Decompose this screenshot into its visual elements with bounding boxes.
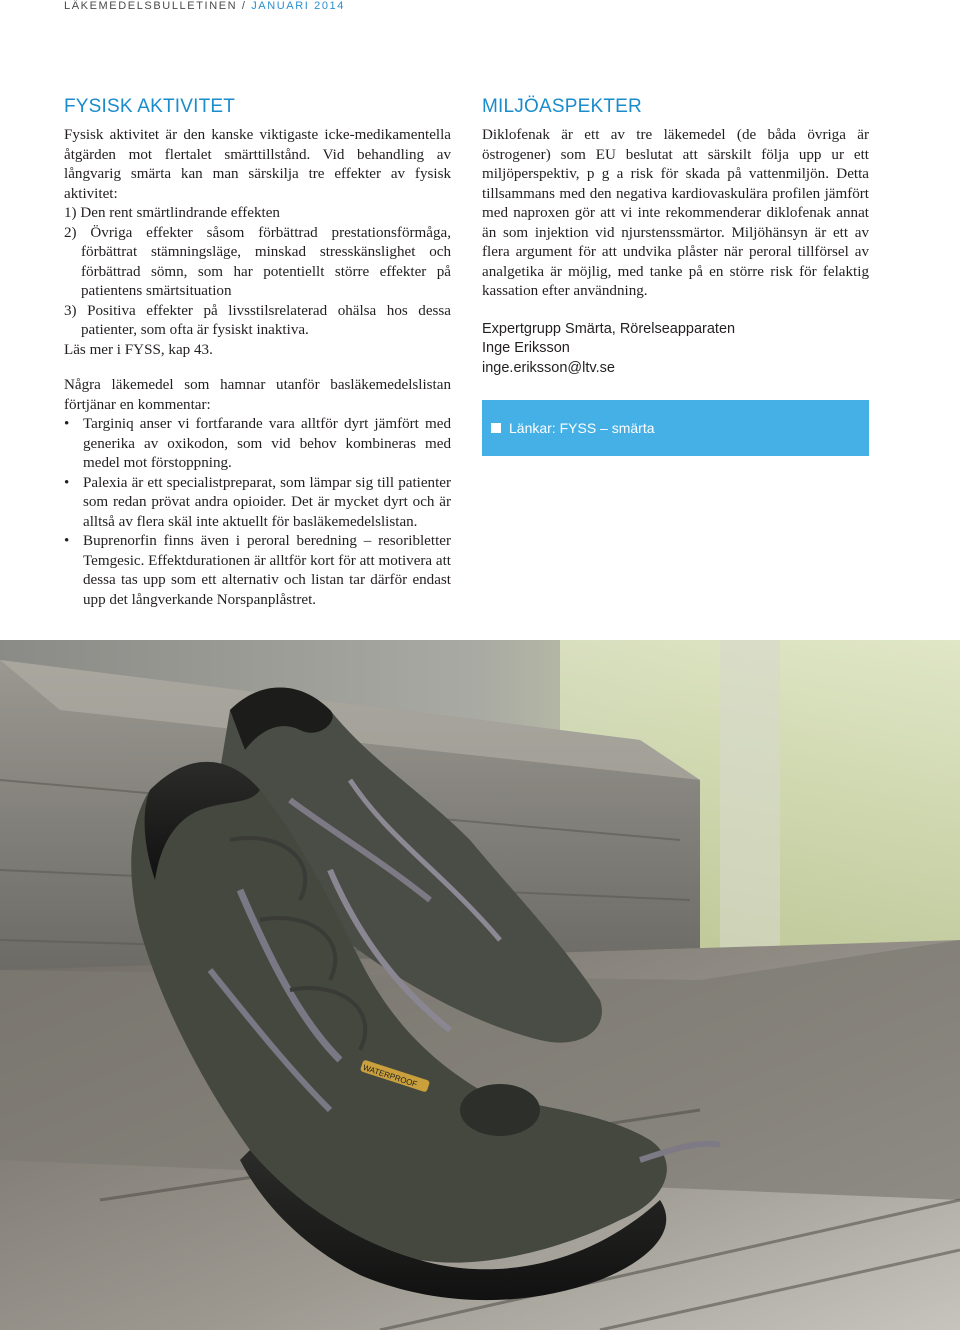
section-title-miljoaspekter: MILJÖASPEKTER: [482, 96, 642, 117]
section-title-fysisk-aktivitet: FYSISK AKTIVITET: [64, 96, 236, 117]
medication-intro-paragraph: Några läkemedel som hamnar utanför basläkemedelslistan förtjänar en kommentar:: [64, 377, 451, 413]
bullet-icon: •: [64, 474, 70, 491]
contact-name: Inge Eriksson: [482, 340, 570, 356]
effect-item-3: 3) Positiva effekter på livsstilsrelaterad ohälsa hos dessa patienter, som ofta är fysiskt inaktiva.: [64, 302, 451, 338]
shoe-brand-label: WATERPROOF: [361, 1062, 419, 1089]
environment-paragraph: Diklofenak är ett av tre läkemedel (de båda övriga är östrogener) som EU beslutat att särskilt följa upp ur ett miljöperspektiv, p g a risk för skada på vattenmiljön. Detta tillsammans med den negativa kardiovaskulära profilen jämfört med naproxen gör att vi inte rekommenderar diklofenak annat än som injektion vid njurstenssmärtor. Miljöhänsyn är ett av flera argument för att undvika plåster när peroral tillförsel av analgetika är möjlig, med tanke på en större risk för felaktig kassation efter användning.: [482, 127, 869, 299]
links-box[interactable]: [482, 400, 869, 456]
publication-name: LÄKEMEDELSBULLETINEN: [64, 0, 238, 12]
list-item: • Targiniq anser vi fortfarande vara alltför dyrt jämfört med generika av oxikodon, som vid behov kombineras med medel mot förstoppning.: [64, 416, 451, 471]
read-more-reference: Läs mer i FYSS, kap 43.: [64, 341, 213, 358]
running-head: [64, 0, 345, 12]
list-item: • Buprenorfin finns även i peroral beredning – resoribletter Temgesic. Effektdurationen är alltför kort för att motivera att dessa tas upp som ett alternativ och listan tar därför endast upp det långverkande Norspanplåstret.: [64, 533, 451, 608]
effect-item-2: 2) Övriga effekter såsom förbättrad prestationsförmåga, förbättrat stämningsläge, minskad stresskänslighet och förbättrad sömn, som har potentiellt större effekter på patientens smärtsituation: [64, 224, 451, 299]
intro-paragraph: Fysisk aktivitet är den kanske viktigaste icke-medikamentella åtgärden mot flertalet smärttillstånd. Vid behandling av långvarig smärta kan man särskilja tre effekter av fysisk aktivitet:: [64, 127, 451, 202]
square-bullet-icon: [491, 423, 501, 433]
fyss-link[interactable]: Länkar: FYSS – smärta: [509, 420, 655, 436]
photo-illustration: [0, 640, 960, 1330]
effect-item-1: 1) Den rent smärtlindrande effekten: [64, 205, 280, 221]
bullet-icon: •: [64, 416, 70, 432]
contact-block: [482, 320, 869, 379]
bullet-icon: •: [64, 533, 70, 549]
list-item: • Palexia är ett specialistpreparat, som lämpar sig till patienter som redan prövat andra opioider. Det är mycket dyrt och är alltså av flera skäl inte aktuellt för basläkemedelslistan.: [64, 474, 451, 530]
contact-email-link[interactable]: inge.eriksson@ltv.se: [482, 359, 615, 376]
miljoaspekter-section: [482, 96, 869, 456]
issue-date: JANUARI 2014: [251, 0, 345, 12]
shoes-photo: [0, 640, 960, 1330]
expert-group: Expertgrupp Smärta, Rörelseapparaten: [482, 320, 736, 337]
medication-list: [64, 415, 451, 610]
header-separator: /: [241, 0, 247, 12]
fysisk-aktivitet-section: [64, 96, 451, 610]
